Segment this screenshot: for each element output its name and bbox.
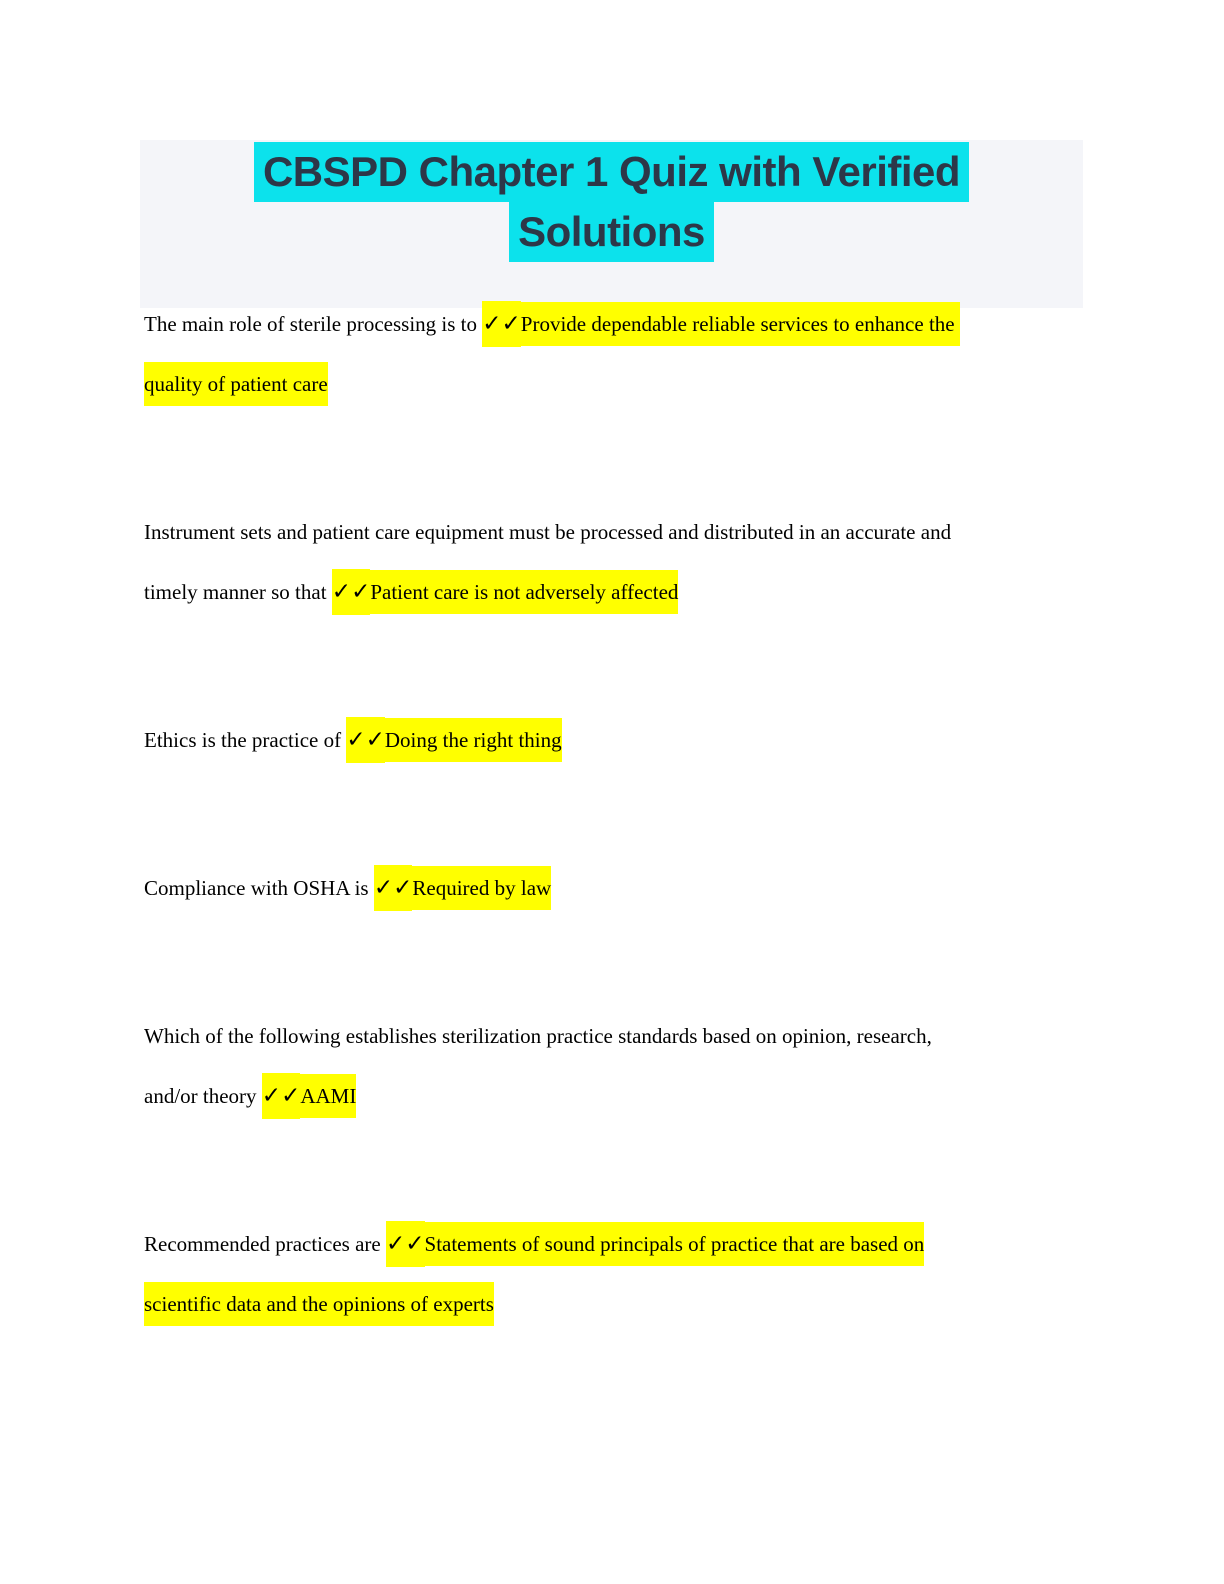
qa-line [144, 1006, 1084, 1066]
page-title-text: Solutions [509, 202, 714, 262]
qa-line [144, 1214, 1084, 1274]
qa-block [144, 294, 1084, 414]
page-title-line-2 [140, 202, 1083, 262]
answer-text: Doing the right thing [385, 718, 562, 762]
question-text: Recommended practices are [144, 1232, 386, 1256]
question-text: Compliance with OSHA is [144, 876, 374, 900]
question-text: Which of the following establishes sterilization practice standards based on opinion, research, [144, 1024, 932, 1048]
answer-text: Required by law [412, 866, 551, 910]
double-checkmark-icon: ✓✓ [482, 301, 521, 347]
qa-line [144, 562, 1084, 622]
double-checkmark-icon: ✓✓ [346, 717, 385, 763]
double-checkmark-icon: ✓✓ [262, 1073, 301, 1119]
qa-line [144, 1274, 1084, 1334]
page-title-line-1 [140, 142, 1083, 202]
page-title-text: CBSPD Chapter 1 Quiz with Verified [254, 142, 969, 202]
qa-line [144, 858, 1084, 918]
qa-list [144, 294, 1084, 1422]
answer-text: AAMI [300, 1074, 356, 1118]
question-text: Instrument sets and patient care equipment must be processed and distributed in an accurate and [144, 520, 952, 544]
double-checkmark-icon: ✓✓ [386, 1221, 425, 1267]
qa-line [144, 294, 1084, 354]
qa-block [144, 1214, 1084, 1334]
question-text: and/or theory [144, 1084, 262, 1108]
qa-line [144, 354, 1084, 414]
double-checkmark-icon: ✓✓ [332, 569, 371, 615]
answer-text: quality of patient care [144, 362, 328, 406]
answer-text: Patient care is not adversely affected [370, 570, 678, 614]
qa-line [144, 502, 1084, 562]
qa-line [144, 1066, 1084, 1126]
qa-block [144, 858, 1084, 918]
question-text: The main role of sterile processing is to [144, 312, 483, 336]
answer-text: scientific data and the opinions of experts [144, 1282, 494, 1326]
answer-text: Statements of sound principals of practice that are based on [425, 1222, 925, 1266]
question-text: Ethics is the practice of [144, 728, 347, 752]
qa-line [144, 710, 1084, 770]
qa-block [144, 1006, 1084, 1126]
qa-block [144, 710, 1084, 770]
double-checkmark-icon: ✓✓ [374, 865, 413, 911]
title-banner [140, 140, 1083, 308]
answer-text: Provide dependable reliable services to enhance the [521, 302, 960, 346]
question-text: timely manner so that [144, 580, 332, 604]
qa-block [144, 502, 1084, 622]
